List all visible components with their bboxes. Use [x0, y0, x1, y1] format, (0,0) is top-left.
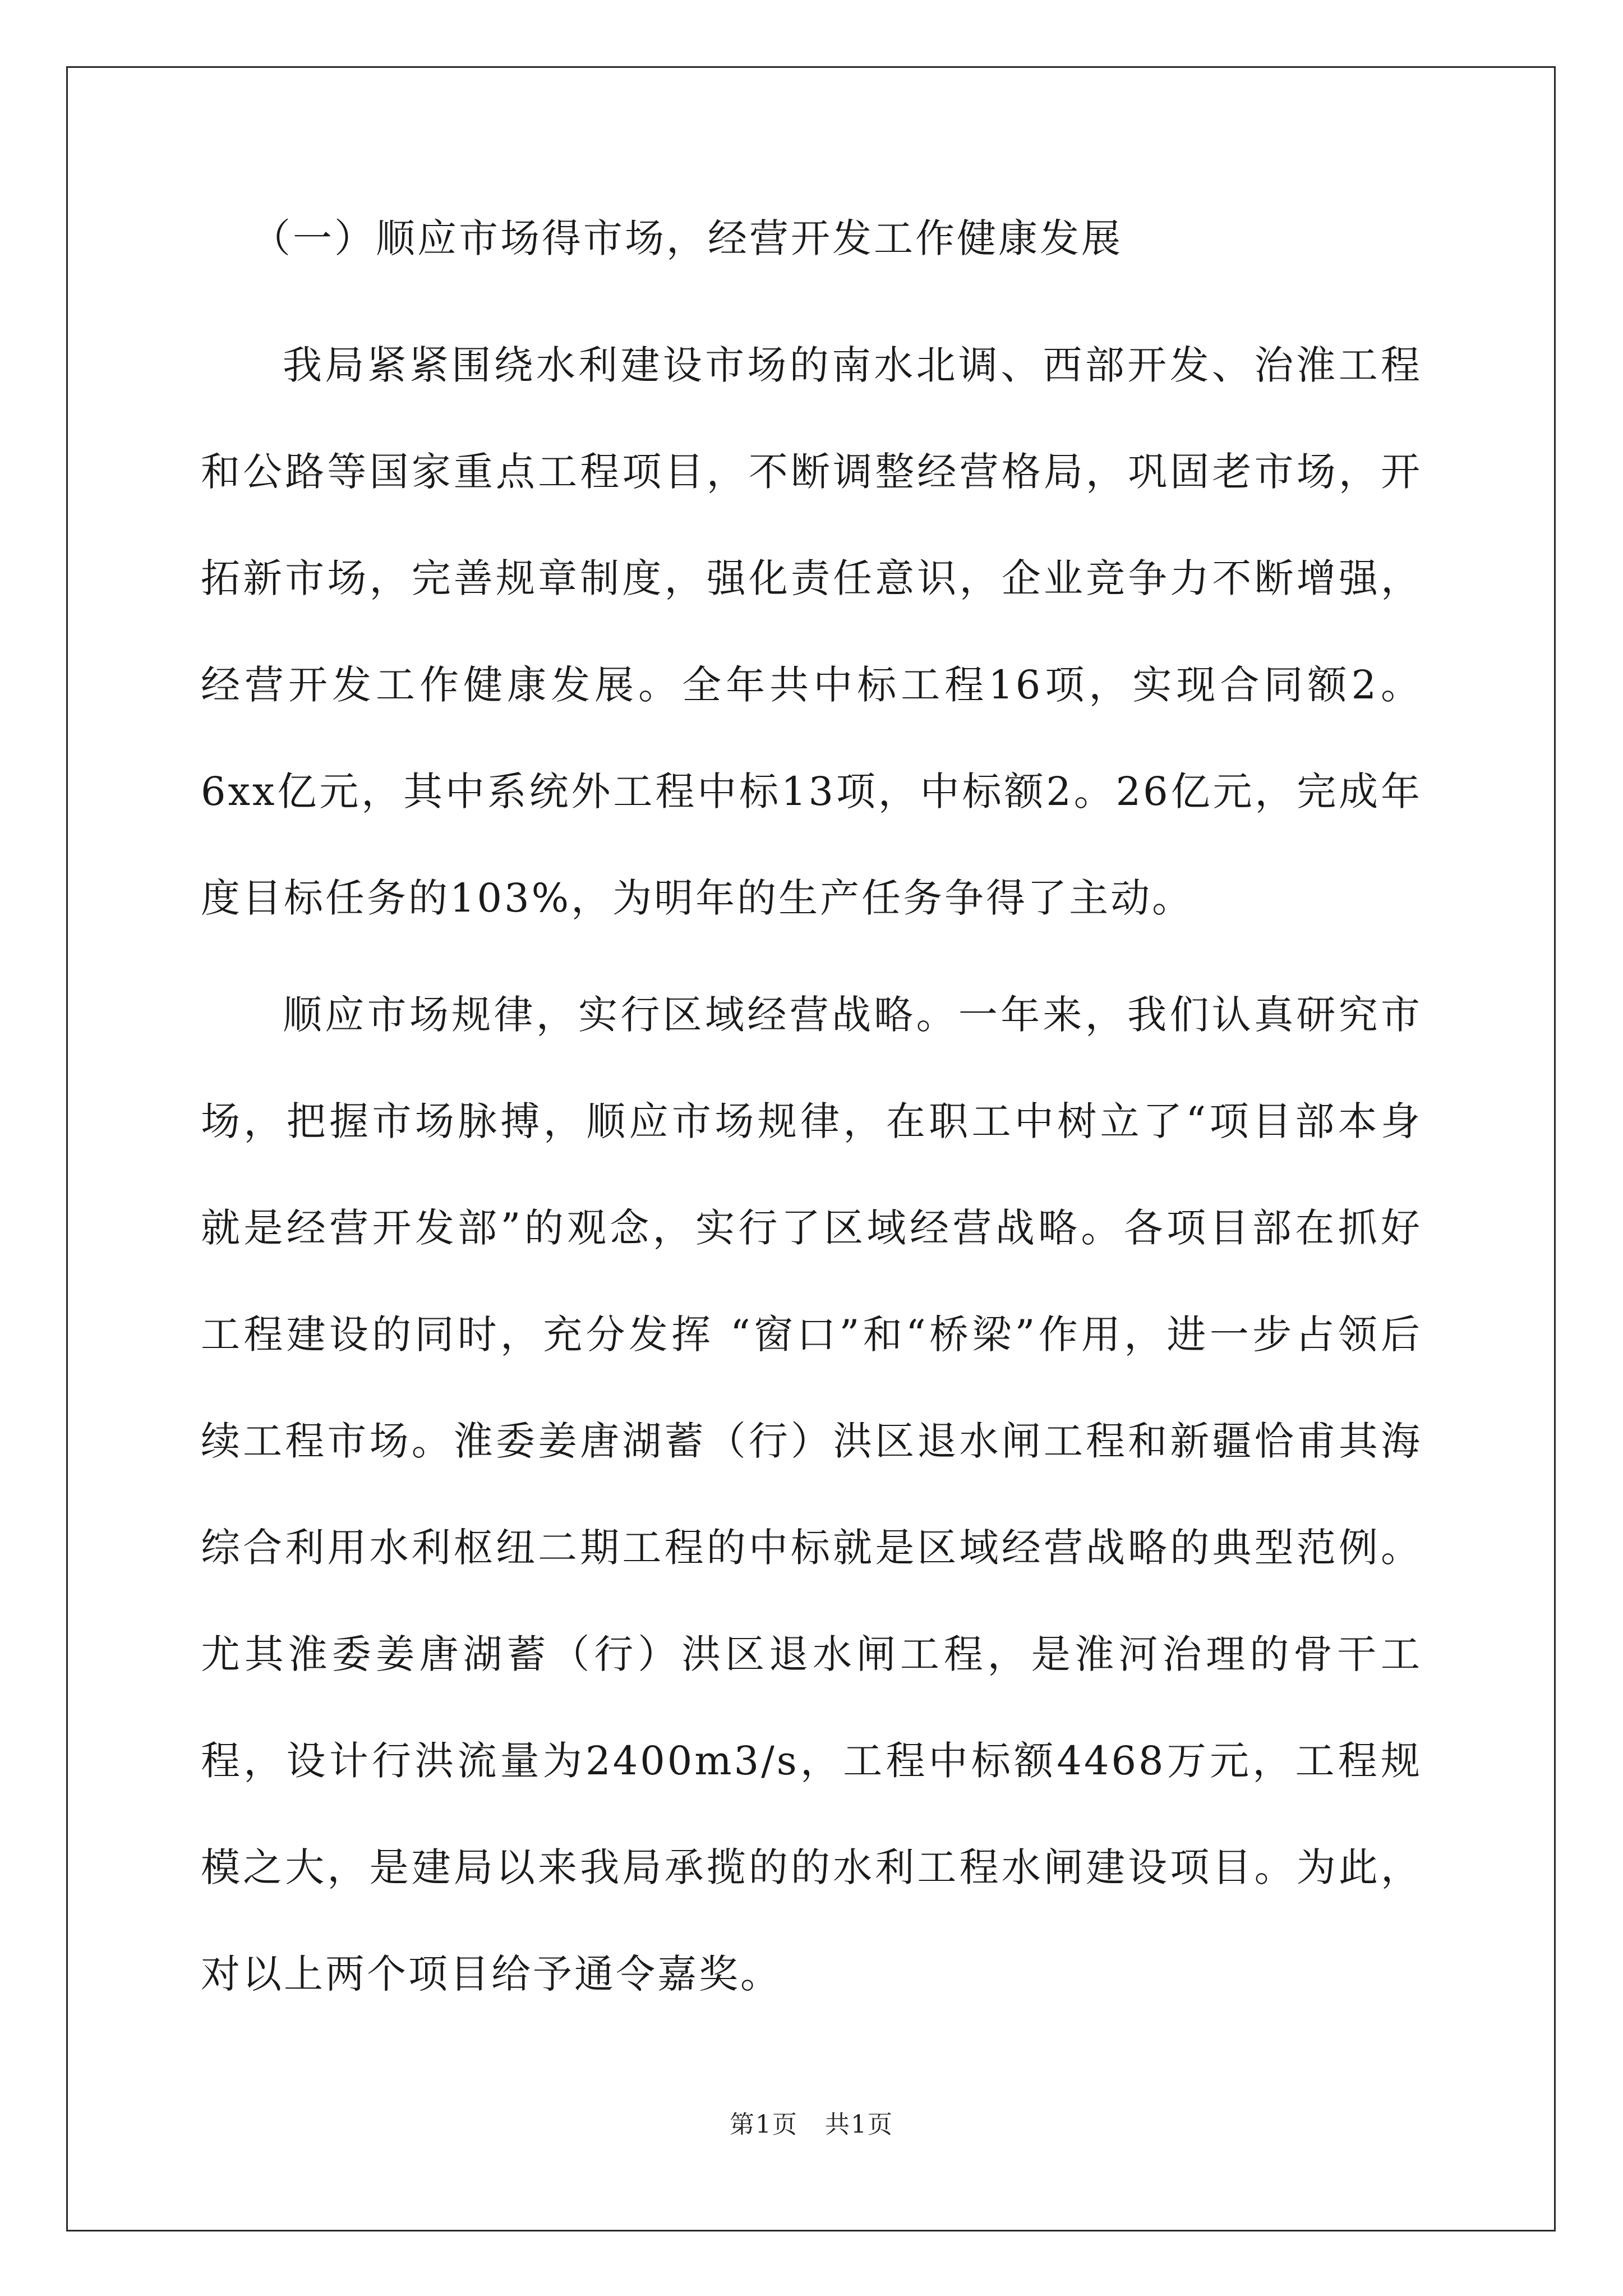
page-total: 共1页: [825, 2110, 893, 2139]
paragraph-1: 我局紧紧围绕水利建设市场的南水北调、西部开发、治淮工程和公路等国家重点工程项目，不断调整经营格局，巩固老市场，开拓新市场，完善规章制度，强化责任意识，企业竞争力不断增强，经营开发工作健康发展。全年共中标工程16项，实现合同额2。6xx亿元，其中系统外工程中标13项，中标额2。26亿元，完成年度目标任务的103%，为明年的生产任务争得了主动。: [201, 342, 1422, 921]
paragraph-2: 顺应市场规律，实行区域经营战略。一年来，我们认真研究市场，把握市场脉搏，顺应市场规律，在职工中树立了“项目部本身就是经营开发部”的观念，实行了区域经营战略。各项目部在抓好工程建设的同时，充分发挥 “窗口”和“桥梁”作用，进一步占领后续工程市场。淮委姜唐湖蓄（行）洪区退水闸工程和新疆恰甫其海综合利用水利枢纽二期工程的中标就是区域经营战略的典型范例。尤其淮委姜唐湖蓄（行）洪区退水闸工程，是淮河治理的骨干工程，设计行洪流量为2400m3/s，工程中标额4468万元，工程规模之大，是建局以来我局承揽的的水利工程水闸建设项目。为此，对以上两个项目给予通令嘉奖。: [201, 992, 1422, 1997]
document-body: [201, 213, 1422, 2027]
page-number: 第1页: [730, 2110, 798, 2139]
section-heading: （一）顺应市场得市场，经营开发工作健康发展: [251, 215, 1123, 261]
page-footer: [0, 2109, 1623, 2141]
